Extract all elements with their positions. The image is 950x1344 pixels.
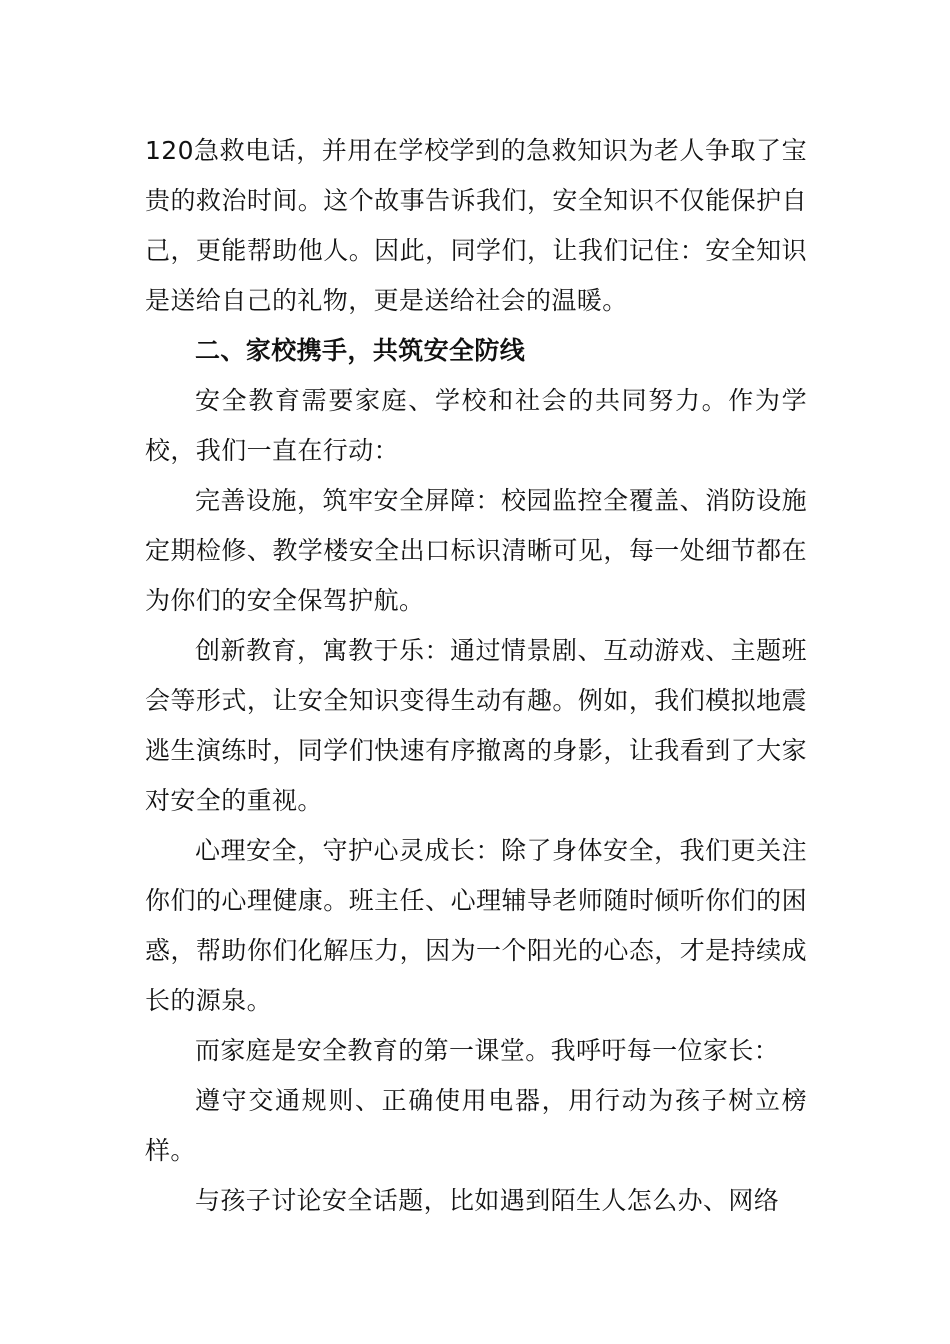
paragraph: 而家庭是安全教育的第一课堂。我呼吁每一位家长： bbox=[195, 1036, 780, 1065]
section-heading: 二、家校携手，共筑安全防线 bbox=[195, 336, 526, 365]
paragraph-continuation: 120急救电话，并用在学校学到的急救知识为老人争取了宝贵的救治时间。这个故事告诉我们，安全知识不仅能保护自己，更能帮助他人。因此，同学们，让我们记住：安全知识是送给自己的礼物，更是送给社会的温暖。 bbox=[145, 136, 807, 315]
document-body bbox=[145, 126, 807, 1226]
paragraph: 完善设施，筑牢安全屏障：校园监控全覆盖、消防设施定期检修、教学楼安全出口标识清晰可见，每一处细节都在为你们的安全保驾护航。 bbox=[145, 486, 807, 615]
paragraph: 遵守交通规则、正确使用电器，用行动为孩子树立榜样。 bbox=[145, 1086, 807, 1165]
paragraph: 心理安全，守护心灵成长：除了身体安全，我们更关注你们的心理健康。班主任、心理辅导老师随时倾听你们的困惑，帮助你们化解压力，因为一个阳光的心态，才是持续成长的源泉。 bbox=[145, 836, 807, 1015]
paragraph: 与孩子讨论安全话题，比如遇到陌生人怎么办、网络 bbox=[195, 1186, 780, 1215]
paragraph: 创新教育，寓教于乐：通过情景剧、互动游戏、主题班会等形式，让安全知识变得生动有趣。例如，我们模拟地震逃生演练时，同学们快速有序撤离的身影，让我看到了大家对安全的重视。 bbox=[145, 636, 807, 815]
paragraph: 安全教育需要家庭、学校和社会的共同努力。作为学校，我们一直在行动： bbox=[145, 386, 807, 465]
